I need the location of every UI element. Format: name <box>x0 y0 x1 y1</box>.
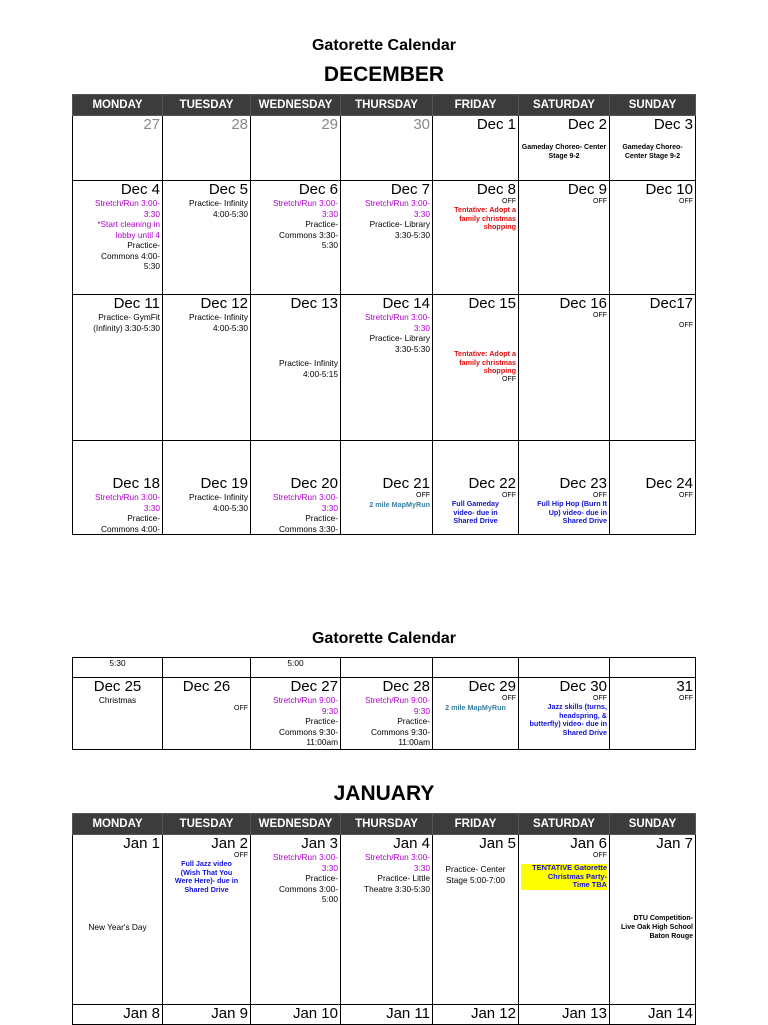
date-number: Dec 29 <box>468 678 516 695</box>
event-text: Stretch/Run 3:00- <box>272 852 338 862</box>
date-number: Jan 5 <box>479 835 516 852</box>
event-text: Practice- <box>305 716 338 726</box>
event-text: Practice- <box>127 240 160 250</box>
event-text: 4:00-5:15 <box>302 368 338 379</box>
day-cell <box>341 116 433 181</box>
day-cell <box>610 658 696 678</box>
event-text: 3:30 <box>143 208 160 219</box>
day-cell <box>251 295 341 441</box>
event-text: Stretch/Run 3:00- <box>94 198 160 208</box>
week-row <box>73 835 696 1005</box>
event-text: Practice- <box>127 513 160 523</box>
date-number: Jan 11 <box>386 1005 430 1022</box>
event-text: 5:30 <box>321 240 338 250</box>
date-number: Dec 16 <box>559 295 607 312</box>
event-text: Practice- Little <box>377 873 430 883</box>
january-calendar-table <box>72 813 696 1025</box>
header-friday: FRIDAY <box>433 814 519 835</box>
event-text: Stretch/Run 3:00- <box>272 198 338 208</box>
day-cell <box>73 295 163 441</box>
event-text: Shared Drive <box>184 884 229 894</box>
day-cell <box>73 1005 163 1025</box>
day-cell <box>251 1005 341 1025</box>
header-saturday: SATURDAY <box>519 814 610 835</box>
date-number: Jan 12 <box>470 1005 516 1022</box>
event-text: Commons 3:30- <box>278 229 338 240</box>
event-text: 2 mile MapMyRun <box>369 500 430 509</box>
event-text: 9:30 <box>321 705 338 716</box>
event-text: Up) video- due in <box>548 507 607 517</box>
date-number: Dec 21 <box>382 475 430 492</box>
event-text: Commons 4:00- <box>100 250 160 261</box>
day-cell <box>341 295 433 441</box>
day-cell <box>251 116 341 181</box>
day-cell <box>163 116 251 181</box>
off-label: OFF <box>593 312 607 319</box>
day-cell <box>519 835 610 1005</box>
day-cell <box>610 678 696 750</box>
event-text: Tentative: Adopt a <box>454 205 516 214</box>
date-number: Dec 2 <box>567 116 607 133</box>
event-text: family christmas <box>459 213 516 223</box>
header-thursday: THURSDAY <box>341 814 433 835</box>
date-number: Dec 15 <box>468 295 516 312</box>
day-cell <box>163 678 251 750</box>
event-text: Practice- Library <box>369 219 430 229</box>
date-number: Jan 9 <box>211 1005 248 1022</box>
event-text: Practice- Center <box>445 864 506 874</box>
date-number: Dec 3 <box>653 116 693 133</box>
week-row-continued <box>73 658 696 678</box>
date-number: Dec 19 <box>200 475 248 492</box>
day-cell <box>433 295 519 441</box>
date-number: Dec17 <box>649 295 693 312</box>
event-text: 3:30 <box>143 502 160 513</box>
event-text: Practice- <box>397 716 430 726</box>
date-number: Dec 22 <box>468 475 516 492</box>
event-text: 5:30 <box>109 658 126 668</box>
day-cell <box>519 1005 610 1025</box>
day-cell <box>73 658 163 678</box>
event-text: Practice- Infinity <box>278 358 338 368</box>
date-number: 31 <box>676 678 693 695</box>
header-monday: MONDAY <box>73 95 163 116</box>
day-cell <box>163 295 251 441</box>
off-label: OFF <box>502 695 516 702</box>
event-text: lobby until 4 <box>115 229 160 240</box>
off-label: OFF <box>502 375 516 383</box>
event-text: Were Here)- due in <box>174 876 239 886</box>
event-text: 3:30 <box>321 862 338 873</box>
week-row <box>73 1005 696 1025</box>
date-number: Dec 27 <box>290 678 338 695</box>
day-cell <box>341 678 433 750</box>
date-number: Dec 8 <box>476 181 516 198</box>
day-cell <box>73 116 163 181</box>
day-cell <box>610 441 696 535</box>
event-text: Shared Drive <box>562 727 607 737</box>
date-number: Jan 2 <box>211 835 248 852</box>
month-title-january: JANUARY <box>333 782 435 805</box>
date-number: Dec 23 <box>559 475 607 492</box>
event-text: family christmas <box>459 357 516 367</box>
date-number: Jan 1 <box>123 835 160 852</box>
date-number: Dec 7 <box>390 181 430 198</box>
date-number: Jan 7 <box>656 835 693 852</box>
date-number: 29 <box>321 116 338 133</box>
date-number: Dec 9 <box>567 181 607 198</box>
event-text: Theatre 3:30-5:30 <box>364 883 430 894</box>
event-text: Stage 5:00-7:00 <box>445 874 506 885</box>
event-text: 3:30 <box>321 208 338 219</box>
highlighted-event-text: Time TBA <box>521 881 607 890</box>
off-label: OFF <box>679 322 693 329</box>
event-text: Commons 9:30- <box>370 726 430 737</box>
off-label: OFF <box>593 852 607 859</box>
event-text: Practice- GymFit <box>98 312 160 322</box>
event-text: Shared Drive <box>562 516 607 526</box>
event-text: Practice- <box>305 513 338 523</box>
weekday-header-row <box>73 95 696 116</box>
date-number: 27 <box>143 116 160 133</box>
event-text: Stretch/Run 3:00- <box>272 492 338 502</box>
event-text: (Wish That You <box>180 867 233 877</box>
event-text: Stretch/Run 9:00- <box>364 695 430 705</box>
event-text: 5:00 <box>321 894 338 904</box>
day-cell <box>610 116 696 181</box>
day-cell <box>163 658 251 678</box>
day-cell <box>433 1005 519 1025</box>
day-cell <box>433 678 519 750</box>
calendar-title: Gatorette Calendar <box>311 37 457 54</box>
day-cell <box>433 116 519 181</box>
off-label: OFF <box>502 492 516 499</box>
date-number: Dec 11 <box>113 295 160 312</box>
december-calendar-table <box>72 94 696 535</box>
date-number: Jan 8 <box>123 1005 160 1022</box>
header-wednesday: WEDNESDAY <box>251 95 341 116</box>
header-tuesday: TUESDAY <box>163 814 251 835</box>
date-number: 28 <box>231 116 248 133</box>
date-number: Dec 6 <box>298 181 338 198</box>
header-tuesday: TUESDAY <box>163 95 251 116</box>
date-number: Dec 18 <box>112 475 160 492</box>
event-text: 4:00-5:30 <box>212 502 248 513</box>
day-cell <box>341 181 433 295</box>
day-cell <box>163 441 251 535</box>
event-text: Live Oak High School <box>621 924 693 931</box>
date-number: Dec 10 <box>645 181 693 198</box>
event-text: Commons 3:00- <box>278 883 338 894</box>
date-number: 30 <box>413 116 430 133</box>
date-number: Dec 13 <box>290 295 338 312</box>
off-label: OFF <box>593 198 607 205</box>
week-row <box>73 441 696 535</box>
event-text: Stretch/Run 3:00- <box>364 852 430 862</box>
date-number: Jan 10 <box>292 1005 338 1022</box>
day-cell <box>163 835 251 1005</box>
date-number: Dec 20 <box>290 475 338 492</box>
day-cell <box>73 678 163 750</box>
event-text: Full Gameday <box>451 499 500 508</box>
event-text: *Start cleaning in <box>97 219 160 229</box>
day-cell <box>610 295 696 441</box>
event-text: shopping <box>483 366 516 376</box>
event-text: Stretch/Run 3:00- <box>94 492 160 502</box>
event-text: shopping <box>483 222 516 232</box>
event-text: Baton Rouge <box>649 933 693 940</box>
day-cell <box>433 658 519 678</box>
event-text: 4:00-5:30 <box>212 208 248 219</box>
event-text: Practice- <box>305 219 338 229</box>
december-continued-table <box>72 657 696 750</box>
week-row <box>73 678 696 750</box>
event-text: Practice- Infinity <box>188 198 248 208</box>
day-cell <box>163 181 251 295</box>
event-text: Practice- Infinity <box>188 312 248 322</box>
event-text: headspring, & <box>559 710 607 720</box>
weekday-header-row <box>73 814 696 835</box>
week-row <box>73 295 696 441</box>
event-text: 3:30 <box>413 208 430 219</box>
off-label: OFF <box>593 492 607 499</box>
date-number: Dec 5 <box>208 181 248 198</box>
date-number: Jan 14 <box>647 1005 693 1022</box>
event-text: Jazz skills (turns, <box>547 702 607 711</box>
day-cell <box>519 678 610 750</box>
event-text: 3:30-5:30 <box>394 229 430 240</box>
event-text: Practice- Library <box>369 333 430 343</box>
week-row <box>73 116 696 181</box>
header-sunday: SUNDAY <box>610 95 696 116</box>
event-text: Gameday Choreo- Center Stage 9-2 <box>521 144 607 160</box>
event-text: 3:30-5:30 <box>394 343 430 354</box>
day-cell <box>433 835 519 1005</box>
event-text: butterfly) video- due in <box>529 719 607 729</box>
event-text: Full Jazz video <box>181 859 232 868</box>
date-number: Jan 3 <box>301 835 338 852</box>
event-text: DTU Competition- <box>633 915 693 922</box>
day-cell <box>519 441 610 535</box>
event-text: 5:30 <box>143 261 160 271</box>
day-cell <box>610 1005 696 1025</box>
highlighted-event-text: Christmas Party- <box>521 873 607 882</box>
off-label: OFF <box>416 492 430 499</box>
day-cell <box>610 181 696 295</box>
event-text: Full Hip Hop (Burn It <box>537 499 607 508</box>
event-text: Commons 9:30- <box>278 726 338 737</box>
off-label: OFF <box>679 492 693 499</box>
day-cell <box>251 835 341 1005</box>
event-text: Shared Drive <box>453 516 498 526</box>
day-cell <box>610 835 696 1005</box>
header-wednesday: WEDNESDAY <box>251 814 341 835</box>
day-cell <box>433 181 519 295</box>
event-text: 3:30 <box>413 322 430 333</box>
event-text: 4:00-5:30 <box>212 322 248 333</box>
event-text: Gameday Choreo- Center Stage 9-2 <box>622 144 683 160</box>
date-number: Dec 24 <box>645 475 693 492</box>
date-number: Dec 14 <box>382 295 430 312</box>
event-text: video- due in <box>453 507 498 517</box>
event-text: Stretch/Run 3:00- <box>364 198 430 208</box>
day-cell <box>73 835 163 1005</box>
event-text: 11:00am <box>306 737 338 747</box>
day-cell <box>163 1005 251 1025</box>
off-label: OFF <box>679 695 693 702</box>
date-number: Jan 4 <box>393 835 430 852</box>
event-text: Commons 4:00- <box>100 523 160 534</box>
event-text: 9:30 <box>413 705 430 716</box>
day-cell <box>341 441 433 535</box>
day-cell <box>519 181 610 295</box>
header-friday: FRIDAY <box>433 95 519 116</box>
day-cell <box>73 441 163 535</box>
off-label: OFF <box>234 705 248 712</box>
highlighted-event-text: TENTATIVE Gatorette <box>521 864 607 873</box>
day-cell <box>519 658 610 678</box>
event-text: 2 mile MapMyRun <box>445 703 506 712</box>
date-number: Dec 25 <box>93 678 142 695</box>
date-number: Dec 28 <box>382 678 430 695</box>
month-title-december: DECEMBER <box>323 63 445 86</box>
event-text: Practice- <box>305 873 338 883</box>
day-cell <box>519 295 610 441</box>
calendar-title: Gatorette Calendar <box>311 630 457 647</box>
date-number: Dec 4 <box>120 181 160 198</box>
event-text: New Year's Day <box>88 922 147 932</box>
event-text: 3:30 <box>321 502 338 513</box>
event-text: Practice- Infinity <box>188 492 248 502</box>
event-text: (Infinity) 3:30-5:30 <box>93 322 160 333</box>
event-text: Stretch/Run 3:00- <box>364 312 430 322</box>
header-sunday: SUNDAY <box>610 814 696 835</box>
event-text: Christmas <box>98 695 137 705</box>
day-cell <box>73 181 163 295</box>
event-text: 11:00am <box>398 737 430 747</box>
day-cell <box>341 1005 433 1025</box>
date-number: Dec 30 <box>559 678 607 695</box>
day-cell <box>251 678 341 750</box>
date-number: Jan 13 <box>561 1005 607 1022</box>
header-saturday: SATURDAY <box>519 95 610 116</box>
event-text: Tentative: Adopt a <box>454 349 516 358</box>
off-label: OFF <box>502 198 516 205</box>
header-thursday: THURSDAY <box>341 95 433 116</box>
day-cell <box>251 658 341 678</box>
day-cell <box>341 658 433 678</box>
event-text: Stretch/Run 9:00- <box>272 695 338 705</box>
day-cell <box>433 441 519 535</box>
date-number: Dec 26 <box>182 678 231 695</box>
off-label: OFF <box>679 198 693 205</box>
day-cell <box>341 835 433 1005</box>
event-text: 3:30 <box>413 862 430 873</box>
day-cell <box>251 181 341 295</box>
header-monday: MONDAY <box>73 814 163 835</box>
date-number: Dec 12 <box>200 295 248 312</box>
off-label: OFF <box>234 852 248 859</box>
event-text: 5:00 <box>287 658 304 668</box>
off-label: OFF <box>593 695 607 702</box>
date-number: Jan 6 <box>570 835 607 852</box>
date-number: Dec 1 <box>476 116 516 133</box>
day-cell <box>251 441 341 535</box>
week-row <box>73 181 696 295</box>
day-cell <box>519 116 610 181</box>
event-text: Commons 3:30- <box>278 523 338 534</box>
